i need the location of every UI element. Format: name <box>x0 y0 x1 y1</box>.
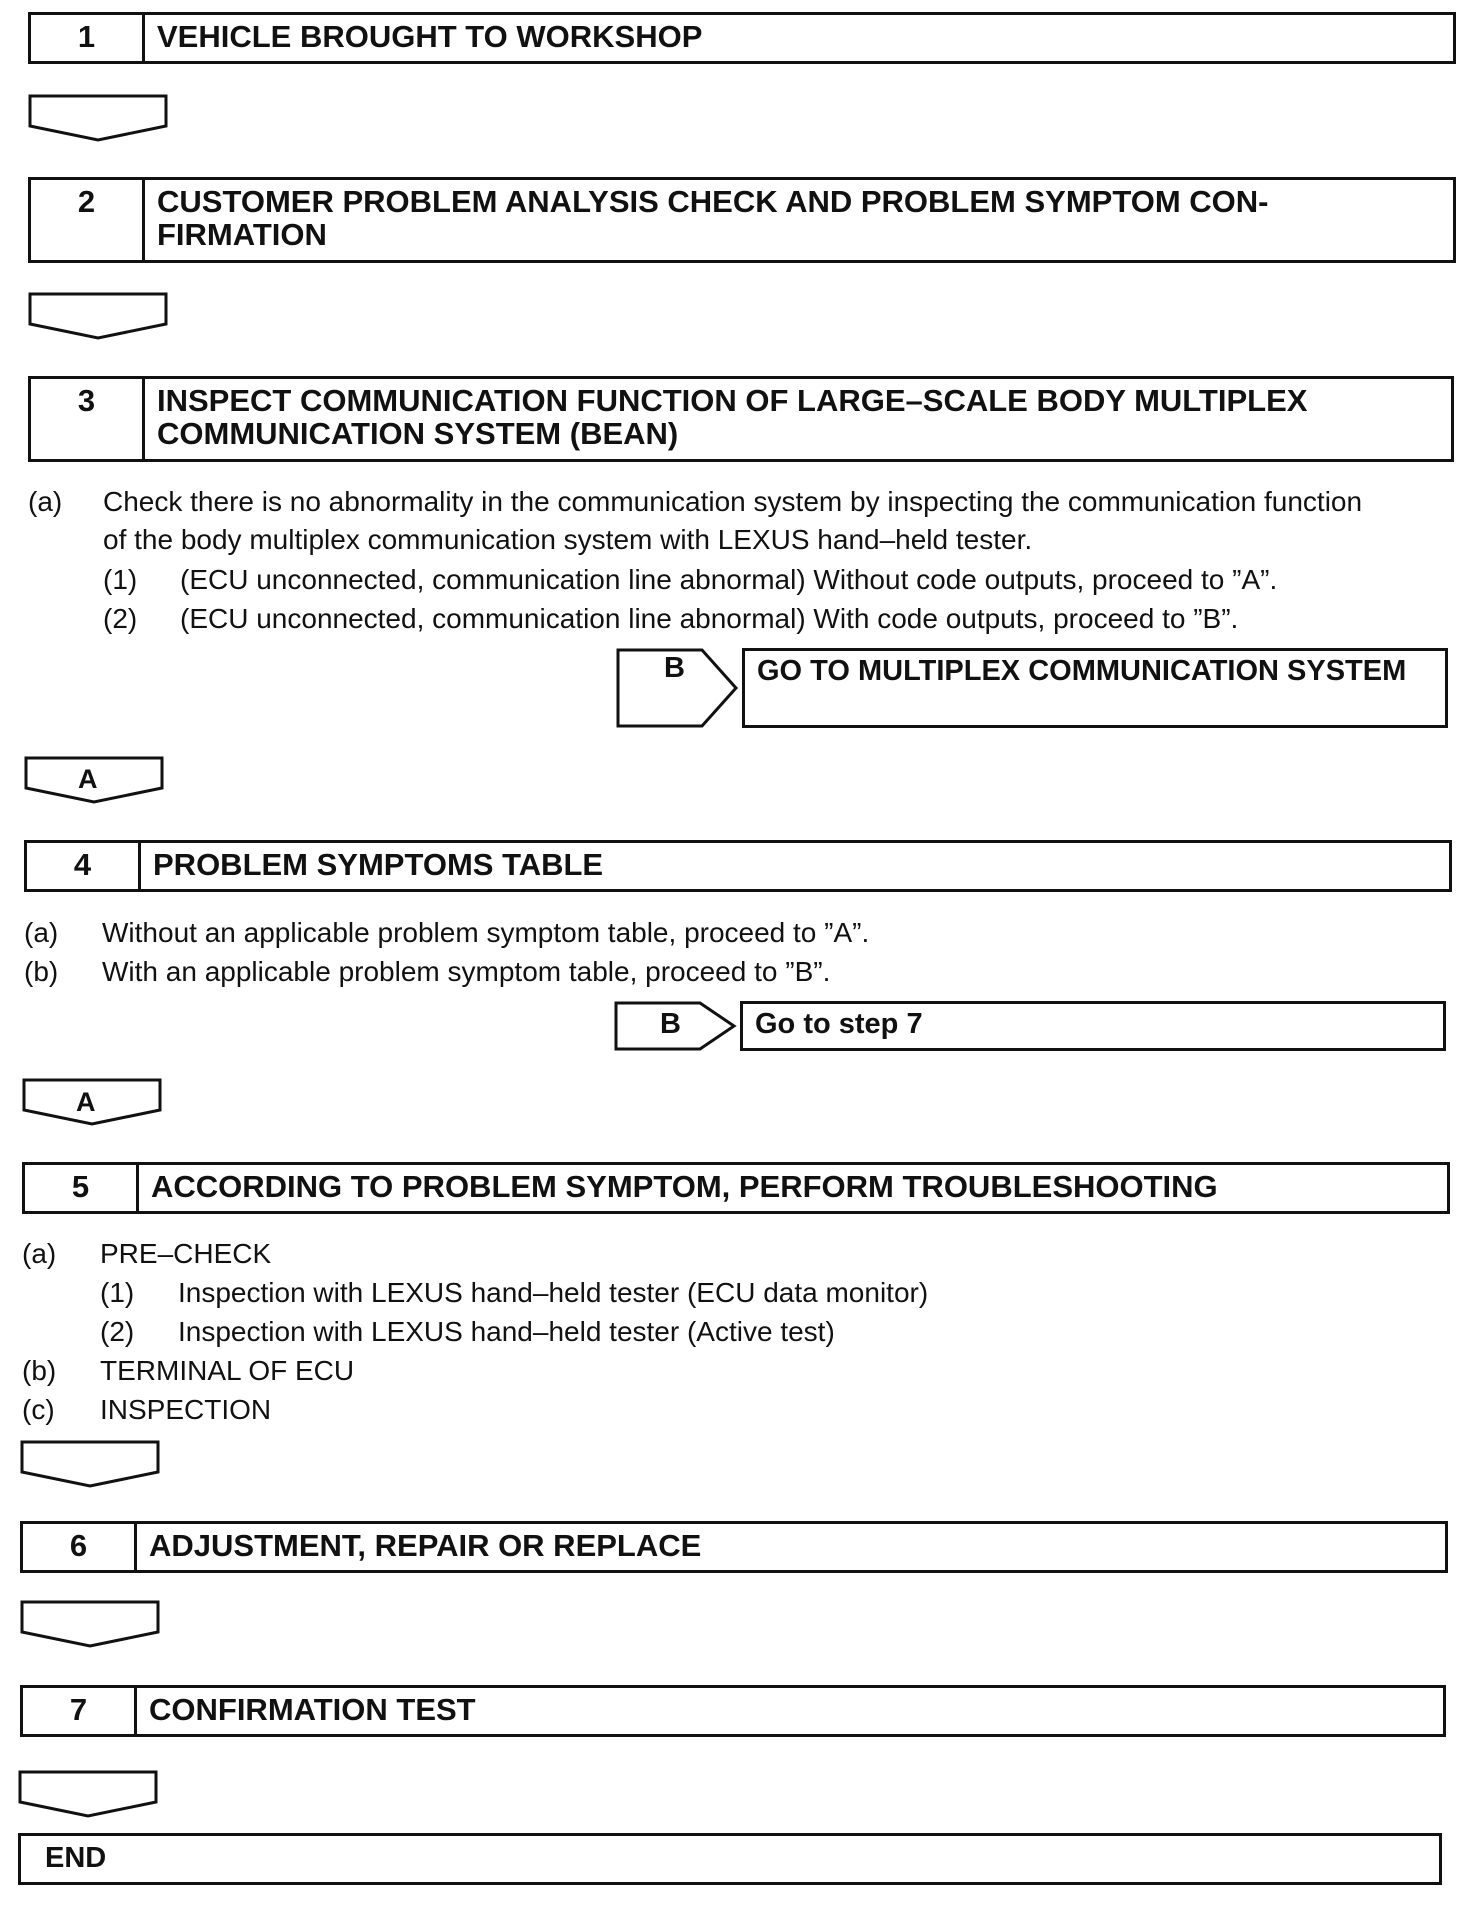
step-title: VEHICLE BROUGHT TO WORKSHOP <box>157 19 703 54</box>
step-number: 7 <box>23 1688 137 1734</box>
step-number: 5 <box>25 1165 139 1211</box>
item-text: TERMINAL OF ECU <box>100 1355 355 1386</box>
branch-target-text: GO TO MULTIPLEX COMMUNICATION SYSTEM <box>742 648 1448 728</box>
step-6-box <box>20 1521 1448 1573</box>
result-letter: A <box>76 1087 96 1117</box>
step-title: ACCORDING TO PROBLEM SYMPTOM, PERFORM TROUBLESHOOTING <box>151 1169 1218 1204</box>
flow-arrow-icon <box>20 1440 160 1488</box>
item-text: Without an applicable problem symptom table, proceed to ”A”. <box>102 917 870 948</box>
item-label: (b) <box>22 1355 57 1386</box>
item-label: (a) <box>28 486 63 517</box>
sub-item-label: (1) <box>103 564 138 595</box>
item-text: Check there is no abnormality in the communication system by inspecting the communication function <box>103 486 1363 517</box>
sub-item-text: Inspection with LEXUS hand–held tester (Active test) <box>178 1316 835 1347</box>
flow-arrow-icon <box>18 1770 158 1818</box>
end-box: END <box>18 1833 1442 1885</box>
result-letter: A <box>78 764 98 794</box>
step-1-box <box>28 12 1456 64</box>
step-title: INSPECT COMMUNICATION FUNCTION OF LARGE–SCALE BODY MULTIPLEX COMMUNICATION SYSTEM (BEAN) <box>157 383 1308 451</box>
item-label: (a) <box>22 1238 57 1269</box>
step-number: 6 <box>23 1524 137 1570</box>
step-4-box <box>24 840 1452 892</box>
flow-arrow-icon <box>28 292 168 340</box>
item-label: (c) <box>22 1394 55 1425</box>
step-5-box <box>22 1162 1450 1214</box>
sub-item-label: (2) <box>103 603 138 634</box>
sub-item-text: (ECU unconnected, communication line abnormal) Without code outputs, proceed to ”A”. <box>180 564 1278 595</box>
branch-letter: B <box>664 652 685 684</box>
step-number: 1 <box>31 15 145 61</box>
item-text: INSPECTION <box>100 1394 272 1425</box>
sub-item-text: Inspection with LEXUS hand–held tester (ECU data monitor) <box>178 1277 929 1308</box>
sub-item-text: (ECU unconnected, communication line abnormal) With code outputs, proceed to ”B”. <box>180 603 1239 634</box>
item-label: (b) <box>24 956 59 987</box>
branch-letter: B <box>660 1008 681 1040</box>
step-title: CUSTOMER PROBLEM ANALYSIS CHECK AND PROBLEM SYMPTOM CON- FIRMATION <box>157 184 1269 252</box>
flow-arrow-icon <box>20 1600 160 1648</box>
flow-arrow-icon <box>28 94 168 142</box>
item-label: (a) <box>24 917 59 948</box>
item-text: PRE–CHECK <box>100 1238 272 1269</box>
step-number: 2 <box>31 180 145 260</box>
branch-target-text: Go to step 7 <box>740 1001 1446 1051</box>
step-title: CONFIRMATION TEST <box>149 1692 476 1727</box>
sub-item-label: (1) <box>100 1277 135 1308</box>
step-3-box <box>28 376 1454 462</box>
step-title: PROBLEM SYMPTOMS TABLE <box>153 847 604 882</box>
item-text: of the body multiplex communication system with LEXUS hand–held tester. <box>103 524 1033 555</box>
step-title: ADJUSTMENT, REPAIR OR REPLACE <box>149 1528 702 1563</box>
step-7-box <box>20 1685 1446 1737</box>
step-number: 4 <box>27 843 141 889</box>
step-2-box <box>28 177 1456 263</box>
sub-item-label: (2) <box>100 1316 135 1347</box>
item-text: With an applicable problem symptom table, proceed to ”B”. <box>102 956 831 987</box>
step-number: 3 <box>31 379 145 459</box>
